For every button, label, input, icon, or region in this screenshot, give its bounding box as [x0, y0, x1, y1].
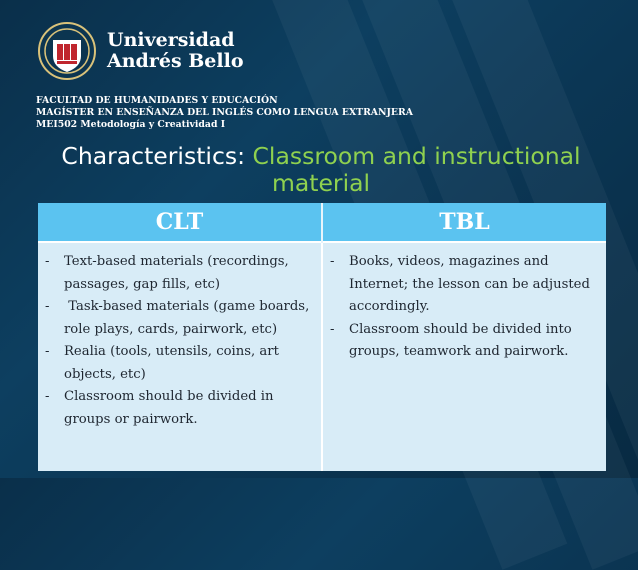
table-row — [38, 242, 606, 471]
list-item: - Classroom should be divided in groups or pairwork. — [45, 389, 274, 427]
table-header-row — [38, 203, 606, 242]
clt-list — [42, 251, 315, 431]
faculty-line: FACULTAD DE HUMANIDADES Y EDUCACIÓN — [36, 95, 278, 106]
comparison-table — [38, 203, 606, 471]
course-line: MEI502 Metodología y Creatividad I — [36, 119, 226, 130]
list-item: - Classroom should be divided into groups, teamwork and pairwork. — [330, 321, 572, 359]
list-item: - Task-based materials (game boards, role plays, cards, pairwork, etc) — [45, 299, 314, 337]
slide-title-prefix: Characteristics: — [61, 142, 253, 170]
faculty-info — [36, 95, 413, 131]
header-tbl: TBL — [322, 203, 606, 242]
list-item: - Text-based materials (recordings, passages, gap fills, etc) — [45, 254, 289, 292]
program-line: MAGÍSTER EN ENSEÑANZA DEL INGLÉS COMO LENGUA EXTRANJERA — [36, 107, 413, 118]
list-item: - Realia (tools, utensils, coins, art objects, etc) — [45, 344, 279, 382]
university-name-line1: Universidad — [107, 29, 235, 51]
university-name-line2: Andrés Bello — [107, 50, 244, 72]
clt-cell — [38, 242, 322, 471]
list-item: - Books, videos, magazines and Internet; the lesson can be adjusted accordingly. — [330, 254, 590, 314]
university-seal-logo — [38, 20, 96, 82]
slide-title-accent: Classroom and instructional material — [252, 142, 581, 197]
tbl-cell — [322, 242, 606, 471]
university-name — [107, 30, 244, 72]
header-clt: CLT — [38, 203, 322, 242]
tbl-list — [327, 251, 600, 364]
slide-title — [40, 143, 602, 197]
